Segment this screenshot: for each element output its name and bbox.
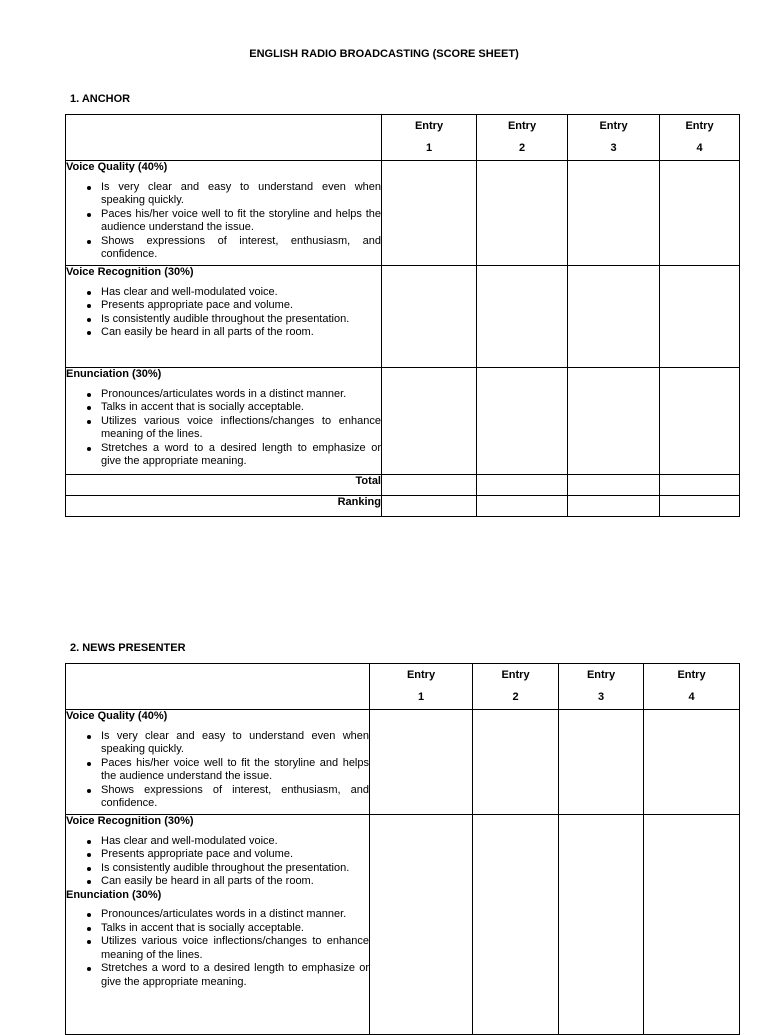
score-cell[interactable] — [644, 710, 740, 815]
section-title-anchor: 1. ANCHOR — [70, 93, 131, 105]
entry-number: 1 — [417, 691, 425, 703]
list-item: Talks in accent that is socially acceptable. — [101, 922, 369, 936]
list-item: Can easily be heard in all parts of the room. — [101, 326, 381, 340]
entry-header-3 — [559, 664, 644, 710]
criterion-cell — [66, 710, 370, 815]
criterion-list — [66, 286, 381, 340]
criterion-cell — [66, 161, 382, 266]
entry-number: 4 — [696, 142, 703, 154]
criterion-cell — [66, 266, 382, 368]
score-cell[interactable] — [370, 710, 473, 815]
entry-label: Entry — [501, 669, 530, 681]
score-cell[interactable] — [559, 710, 644, 815]
score-cell[interactable] — [382, 161, 477, 266]
list-item: Is very clear and easy to understand even when speaking quickly. — [101, 180, 381, 206]
list-item: Is consistently audible throughout the presentation. — [101, 862, 369, 876]
criteria-header-cell — [66, 664, 370, 710]
score-cell[interactable] — [370, 815, 473, 1035]
list-item: Paces his/her voice well to fit the storyline and helps the audience understand the issue. — [101, 756, 369, 782]
ranking-label: Ranking — [66, 496, 382, 517]
entry-number: 3 — [597, 691, 605, 703]
list-item: Has clear and well-modulated voice. — [101, 835, 369, 849]
entry-number: 2 — [512, 691, 519, 703]
entry-header-4 — [644, 664, 740, 710]
criterion-cell — [66, 368, 382, 475]
criterion-list — [66, 181, 381, 262]
score-cell[interactable] — [644, 815, 740, 1035]
criterion-list — [66, 388, 381, 469]
criterion-row — [66, 266, 740, 368]
list-item: Utilizes various voice inflections/changes to enhance meaning of the lines. — [101, 935, 369, 961]
total-cell[interactable] — [477, 475, 568, 496]
list-item: Shows expressions of interest, enthusiasm, and confidence. — [101, 234, 381, 260]
list-item: Stretches a word to a desired length to emphasize or give the appropriate meaning. — [101, 962, 369, 988]
criterion-title: Enunciation (30%) — [66, 888, 162, 901]
list-item: Is very clear and easy to understand even when speaking quickly. — [101, 729, 369, 755]
list-item: Can easily be heard in all parts of the room. — [101, 875, 369, 889]
criterion-title: Voice Recognition (30%) — [66, 266, 194, 278]
entry-header-2 — [473, 664, 559, 710]
list-item: Pronounces/articulates words in a distinct manner. — [101, 388, 381, 402]
score-table-news-presenter — [65, 663, 740, 1035]
entry-number: 1 — [425, 142, 433, 154]
criterion-block — [66, 889, 369, 990]
total-cell[interactable] — [568, 475, 660, 496]
entry-header-1 — [382, 115, 477, 161]
score-cell[interactable] — [473, 710, 559, 815]
criterion-list — [66, 730, 369, 811]
criterion-cell — [66, 815, 370, 1035]
score-cell[interactable] — [559, 815, 644, 1035]
score-table-anchor — [65, 114, 740, 517]
ranking-cell[interactable] — [382, 496, 477, 517]
entry-header-3 — [568, 115, 660, 161]
list-item: Paces his/her voice well to fit the storyline and helps the audience understand the issue. — [101, 207, 381, 233]
criteria-header-cell — [66, 115, 382, 161]
total-label: Total — [66, 475, 382, 496]
entry-label: Entry — [677, 669, 706, 681]
entry-number: 2 — [518, 142, 526, 154]
criterion-row — [66, 161, 740, 266]
total-cell[interactable] — [382, 475, 477, 496]
list-item: Talks in accent that is socially acceptable. — [101, 401, 381, 415]
criterion-row — [66, 710, 740, 815]
entry-label: Entry — [599, 120, 628, 132]
ranking-cell[interactable] — [660, 496, 740, 517]
score-cell[interactable] — [477, 266, 568, 368]
score-cell[interactable] — [568, 266, 660, 368]
criterion-list — [66, 908, 369, 989]
score-cell[interactable] — [477, 368, 568, 475]
document-title: ENGLISH RADIO BROADCASTING (SCORE SHEET) — [249, 48, 519, 60]
criterion-row — [66, 368, 740, 475]
entry-header-4 — [660, 115, 740, 161]
ranking-cell[interactable] — [477, 496, 568, 517]
entry-label: Entry — [507, 120, 537, 132]
score-cell[interactable] — [473, 815, 559, 1035]
score-cell[interactable] — [568, 161, 660, 266]
criterion-title: Enunciation (30%) — [66, 368, 162, 380]
score-cell[interactable] — [382, 368, 477, 475]
list-item: Pronounces/articulates words in a distinct manner. — [101, 908, 369, 922]
entry-number: 3 — [610, 142, 617, 154]
score-cell[interactable] — [660, 368, 740, 475]
list-item: Stretches a word to a desired length to emphasize or give the appropriate meaning. — [101, 441, 381, 467]
list-item: Shows expressions of interest, enthusiasm, and confidence. — [101, 783, 369, 809]
score-cell[interactable] — [660, 161, 740, 266]
list-item: Presents appropriate pace and volume. — [101, 299, 381, 313]
entry-label: Entry — [414, 120, 444, 132]
ranking-row — [66, 496, 740, 517]
score-cell[interactable] — [382, 266, 477, 368]
table-header-row — [66, 115, 740, 161]
total-cell[interactable] — [660, 475, 740, 496]
entry-label: Entry — [685, 120, 714, 132]
entry-label: Entry — [406, 669, 436, 681]
table-header-row — [66, 664, 740, 710]
entry-header-2 — [477, 115, 568, 161]
criterion-list — [66, 835, 369, 889]
criterion-title: Voice Quality (40%) — [66, 710, 168, 722]
score-cell[interactable] — [660, 266, 740, 368]
criterion-title: Voice Recognition (30%) — [66, 815, 194, 827]
score-cell[interactable] — [477, 161, 568, 266]
total-row — [66, 475, 740, 496]
list-item: Utilizes various voice inflections/changes to enhance meaning of the lines. — [101, 414, 381, 440]
list-item: Presents appropriate pace and volume. — [101, 848, 369, 862]
score-cell[interactable] — [568, 368, 660, 475]
ranking-cell[interactable] — [568, 496, 660, 517]
entry-label: Entry — [586, 669, 616, 681]
list-item: Has clear and well-modulated voice. — [101, 286, 381, 300]
criterion-title: Voice Quality (40%) — [66, 161, 168, 173]
entry-number: 4 — [688, 691, 695, 703]
list-item: Is consistently audible throughout the presentation. — [101, 313, 381, 327]
criterion-row — [66, 815, 740, 1035]
section-title-news-presenter: 2. NEWS PRESENTER — [70, 642, 186, 654]
entry-header-1 — [370, 664, 473, 710]
criterion-block — [66, 815, 369, 889]
